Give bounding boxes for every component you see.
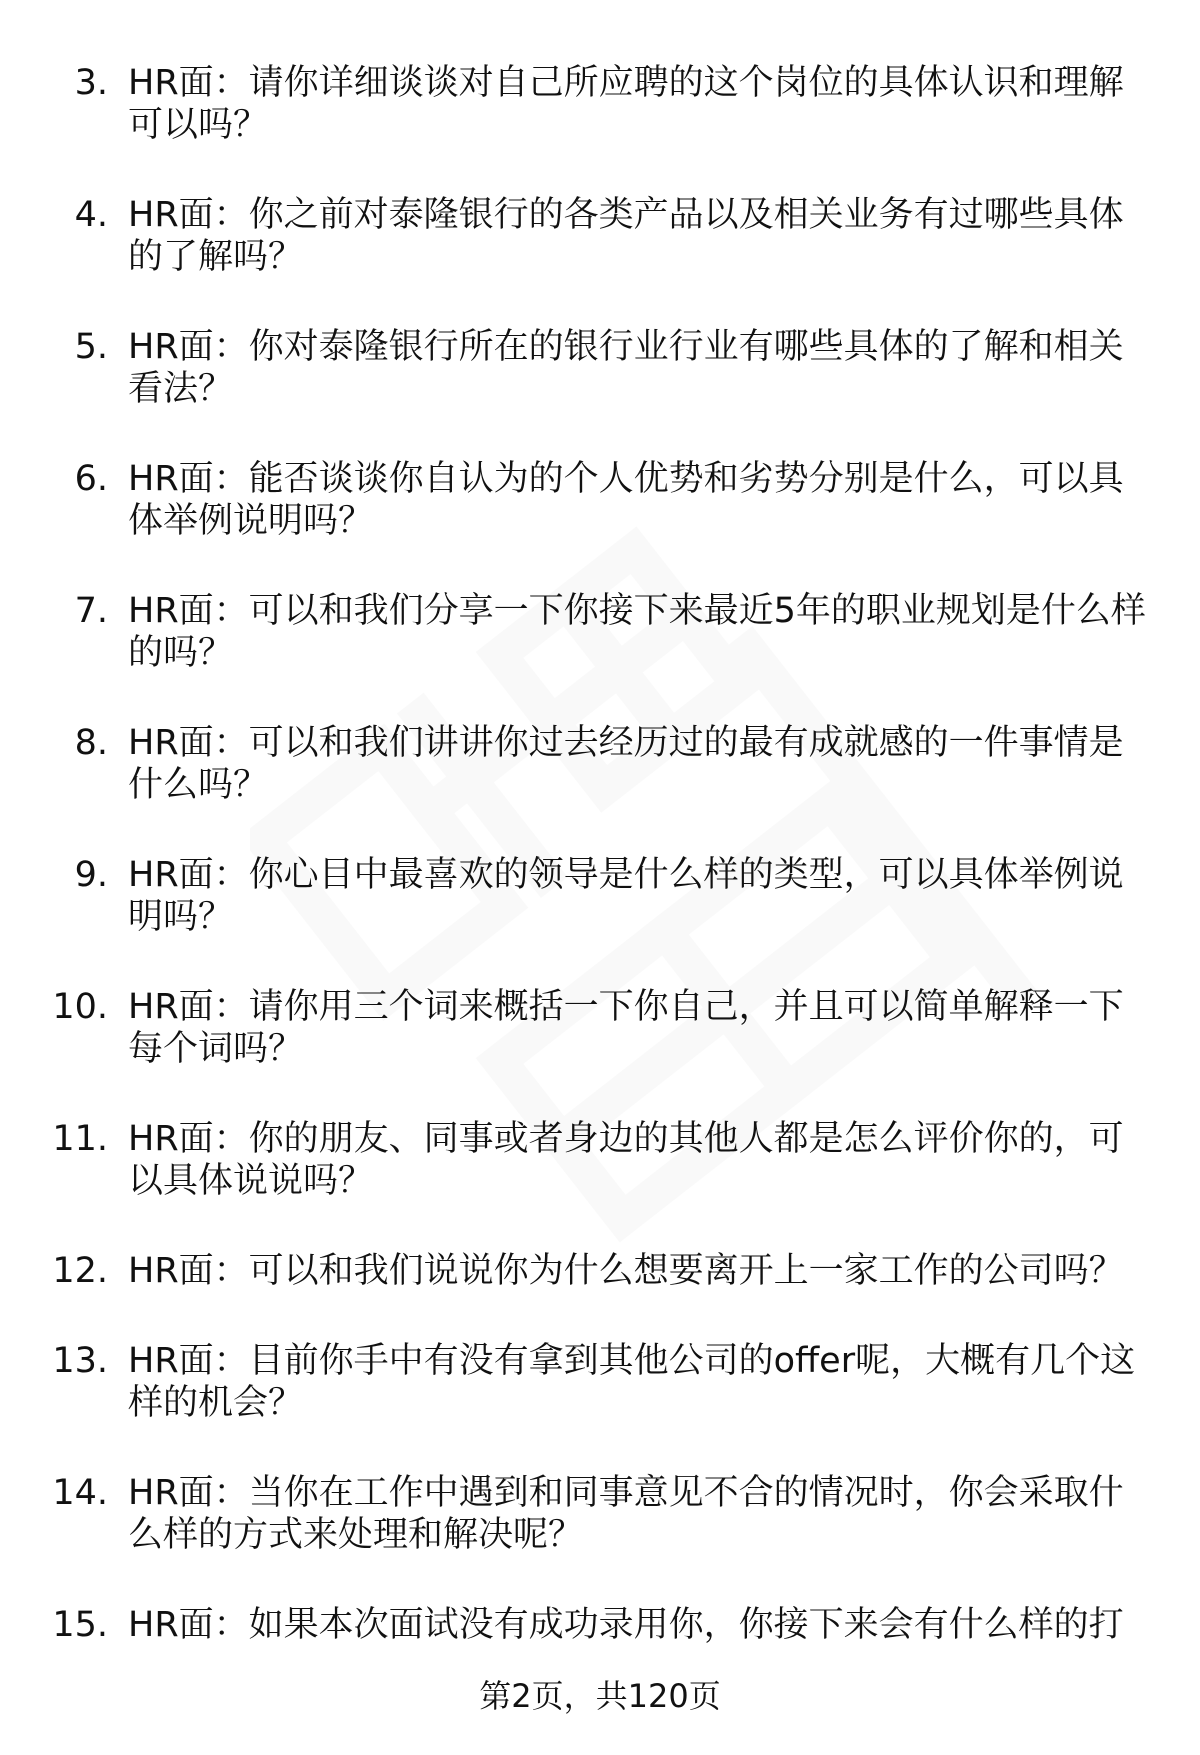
question-number: 10. xyxy=(52,987,108,1027)
question-number: 15. xyxy=(52,1605,108,1645)
question-number: 9. xyxy=(74,855,108,895)
question-item-7 xyxy=(0,586,1200,718)
question-text: HR面：如果本次面试没有成功录用你，你接下来会有什么样的打 xyxy=(128,1605,1124,1645)
question-item-11 xyxy=(0,1114,1200,1246)
question-text: HR面：可以和我们讲讲你过去经历过的最有成就感的一件事情是什么吗？ xyxy=(128,723,1124,805)
question-item-15 xyxy=(0,1600,1200,1650)
question-item-14 xyxy=(0,1468,1200,1600)
question-item-8 xyxy=(0,718,1200,850)
question-number: 4. xyxy=(74,195,108,235)
question-item-5 xyxy=(0,322,1200,454)
question-number: 11. xyxy=(52,1119,108,1159)
question-number: 13. xyxy=(52,1341,108,1381)
question-number: 3. xyxy=(74,63,108,103)
question-text: HR面：你对泰隆银行所在的银行业行业有哪些具体的了解和相关看法？ xyxy=(128,327,1124,409)
question-text: HR面：你之前对泰隆银行的各类产品以及相关业务有过哪些具体的了解吗？ xyxy=(128,195,1124,277)
question-item-4 xyxy=(0,190,1200,322)
question-item-3 xyxy=(0,58,1200,190)
question-number: 6. xyxy=(74,459,108,499)
question-number: 12. xyxy=(52,1251,108,1291)
question-text: HR面：可以和我们说说你为什么想要离开上一家工作的公司吗？ xyxy=(128,1251,1124,1291)
question-item-12 xyxy=(0,1246,1200,1336)
question-text: HR面：请你用三个词来概括一下你自己，并且可以简单解释一下每个词吗？ xyxy=(128,987,1124,1069)
question-number: 5. xyxy=(74,327,108,367)
question-list xyxy=(0,58,1200,1650)
question-text: HR面：目前你手中有没有拿到其他公司的offer呢，大概有几个这样的机会？ xyxy=(128,1341,1136,1423)
question-text: HR面：当你在工作中遇到和同事意见不合的情况时，你会采取什么样的方式来处理和解决呢？ xyxy=(128,1473,1124,1555)
question-item-10 xyxy=(0,982,1200,1114)
question-number: 14. xyxy=(52,1473,108,1513)
question-text: HR面：可以和我们分享一下你接下来最近5年的职业规划是什么样的吗？ xyxy=(128,591,1146,673)
question-item-9 xyxy=(0,850,1200,982)
question-text: HR面：你心目中最喜欢的领导是什么样的类型，可以具体举例说明吗？ xyxy=(128,855,1124,937)
question-number: 8. xyxy=(74,723,108,763)
question-item-13 xyxy=(0,1336,1200,1468)
question-text: HR面：你的朋友、同事或者身边的其他人都是怎么评价你的，可以具体说说吗？ xyxy=(128,1119,1124,1201)
question-text: HR面：请你详细谈谈对自己所应聘的这个岗位的具体认识和理解可以吗？ xyxy=(128,63,1124,145)
page-number-footer: 第2页，共120页 xyxy=(479,1677,721,1715)
question-item-6 xyxy=(0,454,1200,586)
question-number: 7. xyxy=(74,591,108,631)
question-text: HR面：能否谈谈你自认为的个人优势和劣势分别是什么，可以具体举例说明吗？ xyxy=(128,459,1124,541)
